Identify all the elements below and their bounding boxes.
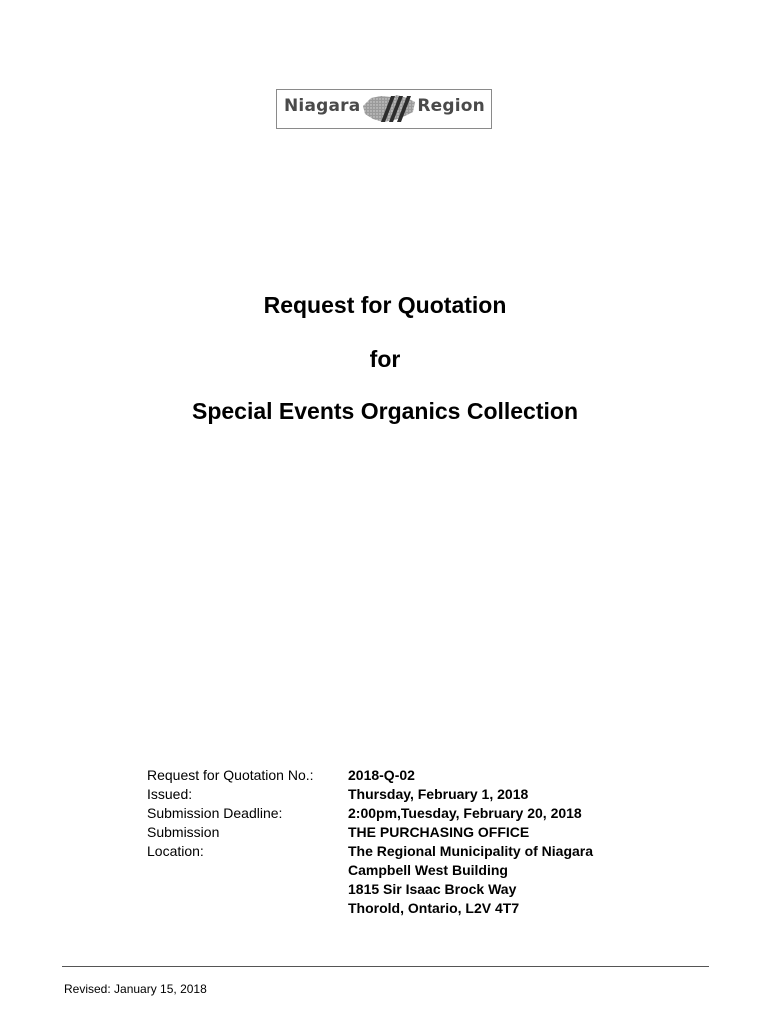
detail-label: Issued: <box>147 786 193 802</box>
detail-row-deadline <box>147 804 593 823</box>
logo-word-right: Region <box>417 96 485 116</box>
quotation-details <box>147 766 593 918</box>
revision-date: Revised: January 15, 2018 <box>64 982 207 996</box>
detail-row-location <box>147 823 593 918</box>
detail-value: Thursday, February 1, 2018 <box>348 786 529 802</box>
logo-map-graphic-icon <box>361 92 417 125</box>
detail-row-quotation-number <box>147 766 593 785</box>
footer-divider <box>62 966 709 967</box>
detail-value: 2018-Q-02 <box>348 767 415 783</box>
document-subject: Special Events Organics Collection <box>191 398 578 424</box>
niagara-region-logo <box>276 89 492 129</box>
document-title-connector: for <box>369 346 401 372</box>
detail-label: Submission Deadline: <box>147 805 283 821</box>
detail-value: THE PURCHASING OFFICE The Regional Municipality of Niagara Campbell West Building 1815 Sir Isaac Brock Way Thorold, Ontario, L2V 4T7 <box>348 824 594 916</box>
detail-value: 2:00pm,Tuesday, February 20, 2018 <box>348 805 582 821</box>
detail-label: Request for Quotation No.: <box>147 767 314 783</box>
document-title: Request for Quotation <box>263 292 507 318</box>
detail-row-issued <box>147 785 593 804</box>
logo-word-left: Niagara <box>284 96 361 116</box>
detail-label: Submission Location: <box>147 824 220 859</box>
